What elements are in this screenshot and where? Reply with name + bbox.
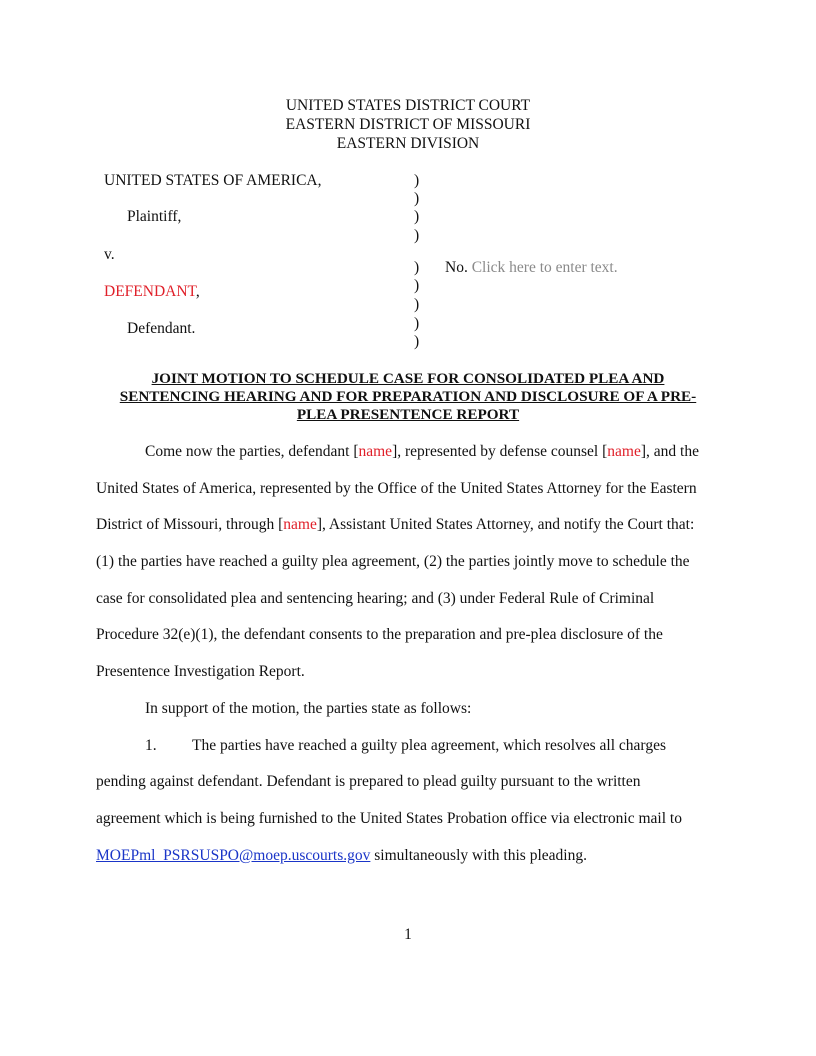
body-line — [96, 847, 587, 865]
plaintiff-name: UNITED STATES OF AMERICA, — [104, 172, 322, 189]
body-line: Procedure 32(e)(1), the defendant consents to the preparation and pre-plea disclosure of the — [96, 626, 663, 643]
defendant-name-placeholder[interactable]: name — [358, 443, 393, 460]
caption-paren: ) — [414, 259, 420, 276]
body-line: The parties have reached a guilty plea agreement, which resolves all charges — [192, 737, 666, 754]
defense-counsel-name-placeholder[interactable]: name — [607, 443, 641, 460]
motion-title-line-1: JOINT MOTION TO SCHEDULE CASE FOR CONSOLIDATED PLEA AND — [151, 370, 665, 387]
text: simultaneously with this pleading. — [370, 847, 587, 864]
body-line — [145, 443, 699, 461]
motion-title-line-2: SENTENCING HEARING AND FOR PREPARATION AND DISCLOSURE OF A PRE- — [119, 388, 697, 405]
court-district: EASTERN DISTRICT OF MISSOURI — [285, 116, 531, 133]
body-line: case for consolidated plea and sentencing hearing; and (3) under Federal Rule of Criminal — [96, 590, 655, 607]
body-line: United States of America, represented by the Office of the United States Attorney for the Eastern — [96, 480, 697, 497]
court-name: UNITED STATES DISTRICT COURT — [285, 97, 531, 114]
case-number-label: No. — [445, 259, 468, 276]
caption-paren: ) — [414, 190, 420, 207]
text: District of Missouri, through [ — [96, 516, 284, 533]
body-line: pending against defendant. Defendant is prepared to plead guilty pursuant to the written — [96, 773, 641, 790]
caption-paren: ) — [414, 227, 420, 244]
body-line — [96, 516, 694, 534]
caption-paren: ) — [414, 277, 420, 294]
text: ], Assistant United States Attorney, and notify the Court that: — [316, 516, 695, 533]
caption-paren: ) — [414, 315, 420, 332]
ausa-name-placeholder[interactable]: name — [283, 516, 317, 533]
plaintiff-label: Plaintiff, — [127, 208, 182, 225]
body-line: agreement which is being furnished to the United States Probation office via electronic mail to — [96, 810, 682, 827]
defendant-name-field[interactable] — [104, 283, 200, 301]
case-number-field[interactable]: Click here to enter text. — [471, 259, 618, 276]
caption-paren: ) — [414, 296, 420, 313]
text: ], represented by defense counsel [ — [392, 443, 608, 460]
body-line: (1) the parties have reached a guilty plea agreement, (2) the parties jointly move to schedule the — [96, 553, 690, 570]
body-line: In support of the motion, the parties state as follows: — [145, 700, 472, 717]
defendant-label: Defendant. — [127, 320, 196, 337]
defendant-name-placeholder[interactable]: DEFENDANT — [104, 283, 196, 300]
versus-label: v. — [104, 246, 115, 263]
defendant-comma: , — [195, 283, 200, 300]
motion-title-line-3: PLEA PRESENTENCE REPORT — [296, 406, 520, 423]
page-number: 1 — [404, 926, 412, 943]
text: Come now the parties, defendant [ — [145, 443, 359, 460]
text: ], and the — [640, 443, 699, 460]
body-line: Presentence Investigation Report. — [96, 663, 305, 680]
caption-paren: ) — [414, 333, 420, 350]
case-number — [445, 259, 618, 277]
probation-email-link[interactable]: MOEPml_PSRSUSPO@moep.uscourts.gov — [96, 847, 371, 864]
court-division: EASTERN DIVISION — [336, 135, 480, 152]
caption-paren: ) — [414, 208, 420, 225]
caption-paren: ) — [414, 172, 420, 189]
item-number: 1. — [145, 737, 157, 754]
